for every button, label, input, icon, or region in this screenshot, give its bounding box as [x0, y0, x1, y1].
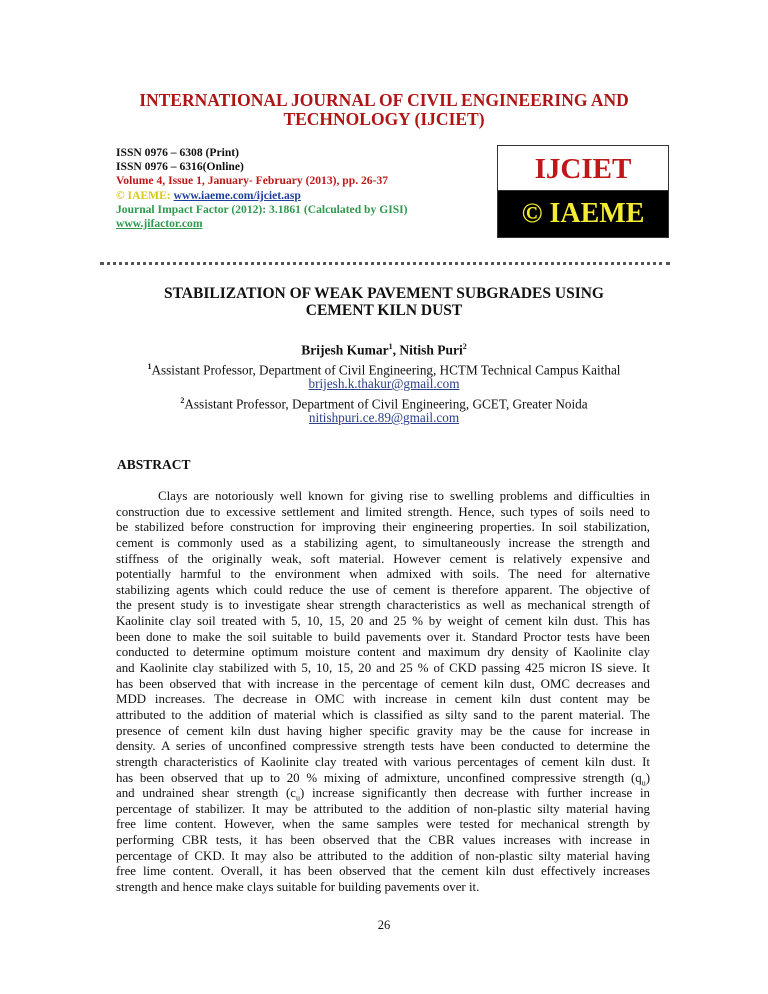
volume-info: Volume 4, Issue 1, January- February (2013), pp. 26-37 — [116, 174, 389, 188]
author-sep: , — [392, 342, 400, 358]
abstract-line — [116, 786, 650, 802]
journal-link[interactable]: www.iaeme.com/ijciet.asp — [173, 188, 301, 202]
abstract-line: Kaolinite clay soil treated with 5, 10, 15, 20 and 25 % by weight of cement kiln dust. This has — [116, 614, 650, 629]
author-name: Brijesh Kumar — [301, 342, 389, 358]
dotted-divider — [100, 262, 670, 265]
journal-logo — [497, 145, 669, 238]
abstract-line: strength characteristics of Kaolinite clay treated with various percentages of cement kiln dust. It — [116, 754, 650, 769]
page-number: 26 — [377, 918, 391, 932]
logo-ijciet: IJCIET — [498, 146, 668, 191]
affil-sup: 1 — [147, 362, 152, 371]
subscript: u — [296, 793, 301, 803]
author-name: Nitish Puri — [399, 342, 463, 358]
abstract-line: conducted to determine optimum moisture content and maximum dry density of Kaolinite clay — [116, 645, 650, 660]
abstract-line: the present study is to investigate shear strength characteristics as well as mechanical strength of — [116, 598, 650, 613]
abstract-line: and Kaolinite clay stabilized with 5, 10, 15, 20 and 25 % of CKD passing 425 micron IS sieve. It — [116, 661, 650, 676]
issn-online: ISSN 0976 – 6316(Online) — [116, 160, 244, 174]
affil-sup: 2 — [180, 396, 185, 405]
email-1-link[interactable]: brijesh.k.thakur@gmail.com — [308, 376, 460, 391]
abstract-line: percentage of CKD. It may also be attributed to the addition of non-plastic silty material having — [116, 848, 650, 863]
abstract-line: be stabilized before construction for improving their engineering properties. In soil stabilization, — [116, 520, 650, 535]
author-sup: 2 — [462, 342, 467, 351]
abstract-body — [116, 489, 650, 896]
abstract-heading: ABSTRACT — [117, 457, 191, 472]
logo-iaeme: © IAEME — [498, 191, 668, 237]
authors — [0, 338, 768, 359]
journal-title-line: TECHNOLOGY (IJCIET) — [283, 109, 485, 129]
abstract-line: stabilizing agents which could reduce the use of cement is therefore apparent. The objective of — [116, 582, 650, 597]
email-2-link[interactable]: nitishpuri.ce.89@gmail.com — [308, 410, 460, 425]
issn-print: ISSN 0976 – 6308 (Print) — [116, 146, 240, 159]
abstract-line: strength and hence make clays suitable for building pavements over it. — [116, 880, 480, 895]
abstract-line: free lime content. However, when the same samples were tested for mechanical strength by — [116, 817, 650, 832]
subscript: u — [641, 778, 646, 788]
line-text: and undrained shear strength (c — [116, 786, 297, 801]
paper-title-line: CEMENT KILN DUST — [305, 302, 463, 319]
abstract-line: cement is commonly used as a stabilizing agent, to simultaneously increase the strength and — [116, 535, 650, 550]
impact-factor: Journal Impact Factor (2012): 3.1861 (Calculated by GISI) — [116, 202, 408, 216]
abstract-line: performing CBR tests, it has been observed that the CBR values increases with increase in — [116, 833, 650, 848]
abstract-line: free lime content. Overall, it has been observed that the cement kiln dust effectively increases — [116, 864, 650, 879]
abstract-line: construction due to excessive settlement and limited strength. Hence, such types of soils need to — [116, 504, 650, 519]
abstract-line: potentially harmful to the environment when admixed with soils. The need for alternative — [116, 567, 650, 582]
affil-text: Assistant Professor, Department of Civil Engineering, HCTM Technical Campus Kaithal — [151, 362, 621, 378]
abstract-line — [116, 771, 650, 787]
jifactor-link[interactable]: www.jifactor.com — [116, 217, 203, 231]
journal-meta — [116, 146, 408, 231]
abstract-line: Clays are notoriously well known for giving rise to swelling problems and difficulties in — [158, 489, 650, 503]
paper-title-line: STABILIZATION OF WEAK PAVEMENT SUBGRADES USING — [164, 285, 604, 302]
author-sup: 1 — [388, 342, 393, 351]
copyright: © IAEME: — [116, 188, 174, 202]
affil-text: Assistant Professor, Department of Civil Engineering, GCET, Greater Noida — [184, 396, 588, 412]
abstract-line: been done to make the soil suitable to build pavements over it. Standard Proctor tests have been — [116, 629, 650, 644]
line-text: ) — [645, 770, 650, 785]
journal-title-line: INTERNATIONAL JOURNAL OF CIVIL ENGINEERING AND — [139, 90, 629, 110]
abstract-line: density. A series of unconfined compressive strength tests have been conducted to determine the — [116, 739, 650, 754]
line-text: ) increase significantly then decrease with further increase in — [300, 786, 650, 801]
paper-title — [0, 285, 768, 319]
abstract-line: stiffness of the originally weak, soft material. However cement is relatively expensive and — [116, 551, 650, 566]
abstract-line: attributed to the addition of material which is classified as silty sand to the parent material. The — [116, 707, 650, 722]
abstract-line: has been observed that with increase in the percentage of cement kiln dust, OMC decreases and — [116, 676, 650, 691]
abstract-line: MDD increases. The decrease in OMC with increase in cement kiln dust content may be — [116, 692, 650, 707]
line-text: has been observed that up to 20 % mixing of admixture, unconfined compressive strength (q — [116, 770, 642, 785]
journal-title — [0, 91, 768, 129]
abstract-line: percentage of stabilizer. It may be attributed to the addition of non-plastic silty material having — [116, 801, 650, 816]
abstract-line: presence of cement kiln dust having higher specific gravity may be the cause for increase in — [116, 723, 650, 738]
